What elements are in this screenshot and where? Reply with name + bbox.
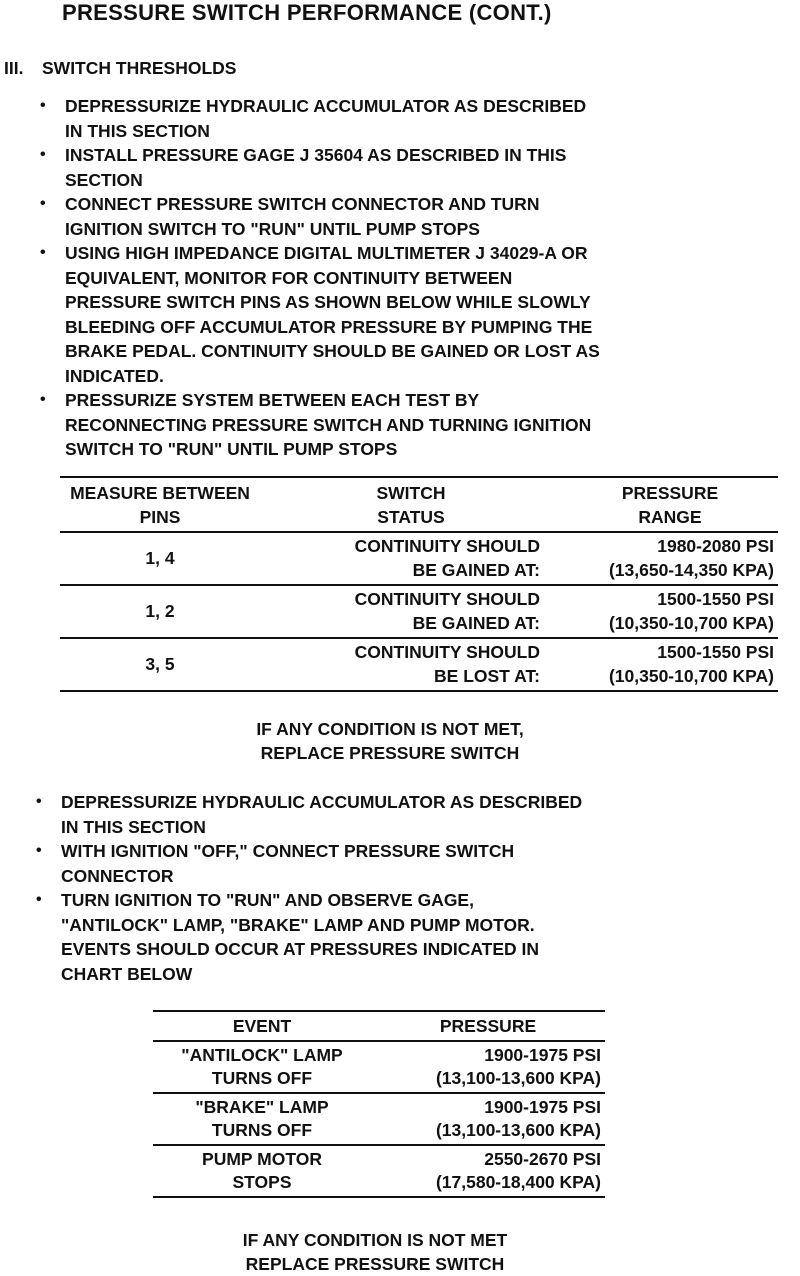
header-status: SWITCH STATUS (260, 477, 562, 532)
event-cell: "ANTILOCK" LAMP TURNS OFF (181, 1044, 343, 1088)
status-cell: CONTINUITY SHOULD BE GAINED AT: (354, 536, 540, 580)
instruction-list-1 (38, 94, 738, 462)
pins-cell: 3, 5 (60, 638, 260, 691)
pins-cell: 1, 4 (145, 547, 175, 568)
header-event: EVENT (153, 1011, 371, 1041)
pressure-cell: 1900-1975 PSI (13,100-13,600 KPA) (435, 1044, 601, 1088)
section-title: SWITCH THRESHOLDS (42, 58, 237, 78)
table-header-row (153, 1011, 605, 1041)
status-cell: CONTINUITY SHOULD BE GAINED AT: (260, 585, 562, 638)
pressure-cell: 2550-2670 PSI (17,580-18,400 KPA) (371, 1145, 605, 1197)
replace-note: IF ANY CONDITION IS NOT MET, REPLACE PRESSURE SWITCH (256, 719, 524, 763)
list-item: • PRESSURIZE SYSTEM BETWEEN EACH TEST BY RECONNECTING PRESSURE SWITCH AND TURNING IGNITION SWITCH TO "RUN" UNTIL PUMP STOPS (38, 388, 738, 462)
list-item: • DEPRESSURIZE HYDRAULIC ACCUMULATOR AS DESCRIBED IN THIS SECTION (34, 790, 734, 839)
list-item: • INSTALL PRESSURE GAGE J 35604 AS DESCRIBED IN THIS SECTION (38, 143, 738, 192)
range-cell: 1500-1550 PSI (10,350-10,700 KPA) (562, 585, 778, 638)
header-pressure: PRESSURE (371, 1011, 605, 1041)
threshold-table (60, 476, 778, 692)
replace-note: IF ANY CONDITION IS NOT MET REPLACE PRESSURE SWITCH (242, 1230, 508, 1274)
pins-cell: 1, 2 (60, 585, 260, 638)
table-row (60, 585, 778, 638)
event-table (153, 1010, 605, 1198)
page-title: PRESSURE SWITCH PERFORMANCE (CONT.) (62, 0, 552, 25)
table-row (60, 638, 778, 691)
event-cell: PUMP MOTOR STOPS (153, 1145, 371, 1197)
pressure-cell: 1900-1975 PSI (13,100-13,600 KPA) (371, 1093, 605, 1145)
table-row (153, 1145, 605, 1197)
list-item: • CONNECT PRESSURE SWITCH CONNECTOR AND TURN IGNITION SWITCH TO "RUN" UNTIL PUMP STOPS (38, 192, 738, 241)
list-item: • TURN IGNITION TO "RUN" AND OBSERVE GAGE, "ANTILOCK" LAMP, "BRAKE" LAMP AND PUMP MOTOR. EVENTS SHOULD OCCUR AT PRESSURES INDICATED IN CHART BELOW (34, 888, 734, 986)
table-header-row (60, 477, 778, 532)
event-cell: "BRAKE" LAMP TURNS OFF (153, 1093, 371, 1145)
header-pins: MEASURE BETWEEN PINS (60, 477, 260, 532)
section-number: III. (4, 58, 24, 78)
table-row (153, 1093, 605, 1145)
status-cell: CONTINUITY SHOULD BE LOST AT: (260, 638, 562, 691)
table-row (60, 532, 778, 585)
range-cell: 1980-2080 PSI (13,650-14,350 KPA) (608, 536, 774, 580)
range-cell: 1500-1550 PSI (10,350-10,700 KPA) (562, 638, 778, 691)
table-row (153, 1041, 605, 1093)
list-item: • WITH IGNITION "OFF," CONNECT PRESSURE SWITCH CONNECTOR (34, 839, 734, 888)
header-range: PRESSURE RANGE (562, 477, 778, 532)
section-heading (4, 58, 236, 79)
instruction-list-2 (34, 790, 734, 986)
list-item: • USING HIGH IMPEDANCE DIGITAL MULTIMETER J 34029-A OR EQUIVALENT, MONITOR FOR CONTINUITY BETWEEN PRESSURE SWITCH PINS AS SHOWN BELOW WHILE SLOWLY BLEEDING OFF ACCUMULATOR PRESSURE BY PUMPING THE BRAKE PEDAL. CONTINUITY SHOULD BE GAINED OR LOST AS INDICATED. (38, 241, 738, 388)
list-item: • DEPRESSURIZE HYDRAULIC ACCUMULATOR AS DESCRIBED IN THIS SECTION (38, 94, 738, 143)
